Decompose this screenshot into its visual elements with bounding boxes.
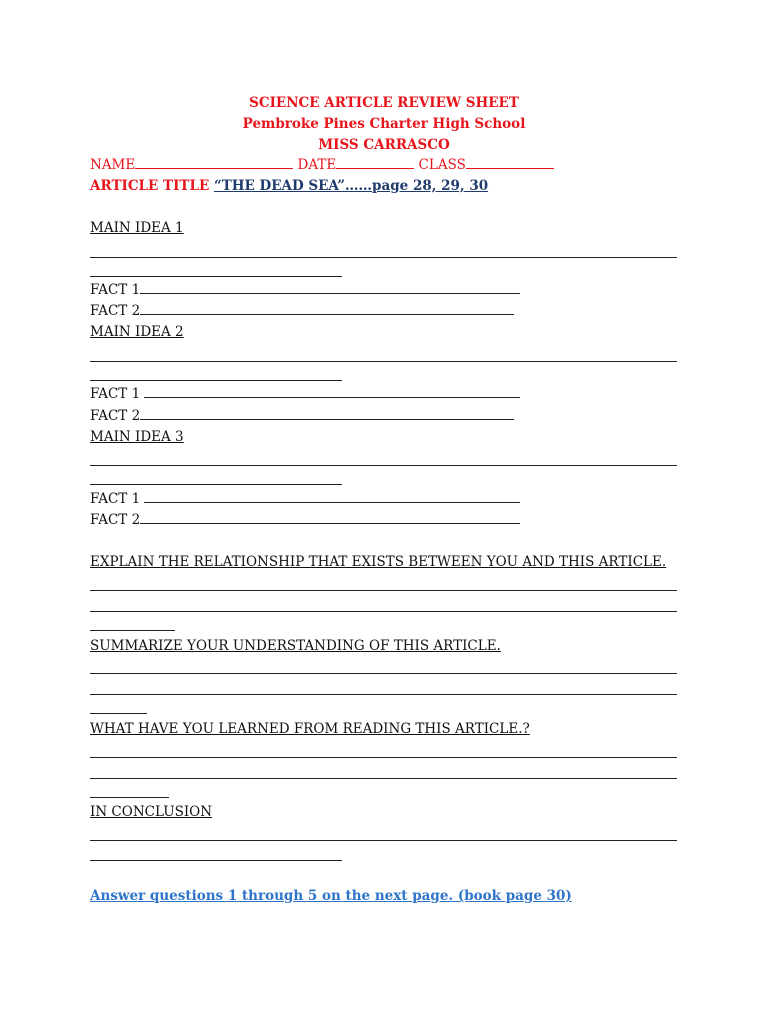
teacher-name: MISS CARRASCO xyxy=(318,137,450,153)
explain-answer-line[interactable] xyxy=(90,611,677,612)
fact-2-row xyxy=(90,510,520,530)
article-title-label: ARTICLE TITLE xyxy=(90,178,214,194)
main-idea-1-label: MAIN IDEA 1 xyxy=(90,220,184,236)
explain-answer-line[interactable] xyxy=(90,590,677,591)
main-idea-2-label: MAIN IDEA 2 xyxy=(90,324,184,340)
fact-2-row xyxy=(90,301,514,321)
class-field[interactable] xyxy=(466,157,554,169)
date-field[interactable] xyxy=(336,157,414,169)
fact-2-field[interactable] xyxy=(140,303,514,315)
school-name: Pembroke Pines Charter High School xyxy=(242,116,526,132)
worksheet-title: SCIENCE ARTICLE REVIEW SHEET xyxy=(249,95,519,111)
summarize-prompt: SUMMARIZE YOUR UNDERSTANDING OF THIS ARTICLE. xyxy=(90,638,501,654)
date-label: DATE xyxy=(297,157,337,173)
learned-prompt: WHAT HAVE YOU LEARNED FROM READING THIS ARTICLE.? xyxy=(90,721,530,737)
learned-answer-line[interactable] xyxy=(90,797,169,798)
learned-answer-line[interactable] xyxy=(90,757,677,758)
conclusion-answer-line[interactable] xyxy=(90,860,342,861)
fact-1-row xyxy=(90,280,520,300)
fact-1-field[interactable] xyxy=(144,386,520,398)
student-info-row xyxy=(90,155,554,175)
conclusion-prompt: IN CONCLUSION xyxy=(90,804,213,820)
fact-1-row xyxy=(90,384,520,404)
main-idea-3-answer-line[interactable] xyxy=(90,484,342,485)
main-idea-2-answer-line[interactable] xyxy=(90,361,677,362)
fact-1-row xyxy=(90,489,520,509)
class-label: CLASS xyxy=(418,157,466,173)
main-idea-2-answer-line[interactable] xyxy=(90,380,342,381)
summarize-answer-line[interactable] xyxy=(90,713,147,714)
main-idea-1-answer-line[interactable] xyxy=(90,257,677,258)
fact-2-row xyxy=(90,406,514,426)
fact-1-label: FACT 1 xyxy=(90,386,145,402)
learned-answer-line[interactable] xyxy=(90,778,677,779)
fact-1-label: FACT 1 xyxy=(90,491,145,507)
article-title-row xyxy=(90,176,488,196)
next-page-instructions-link[interactable]: Answer questions 1 through 5 on the next page. (book page 30) xyxy=(90,888,572,904)
fact-1-label: FACT 1 xyxy=(90,282,141,298)
summarize-answer-line[interactable] xyxy=(90,694,677,695)
name-label: NAME xyxy=(90,157,136,173)
summarize-answer-line[interactable] xyxy=(90,673,677,674)
explain-prompt: EXPLAIN THE RELATIONSHIP THAT EXISTS BETWEEN YOU AND THIS ARTICLE. xyxy=(90,554,667,570)
fact-1-field[interactable] xyxy=(144,491,520,503)
fact-2-label: FACT 2 xyxy=(90,408,141,424)
fact-2-label: FACT 2 xyxy=(90,303,141,319)
fact-2-field[interactable] xyxy=(140,512,520,524)
fact-2-field[interactable] xyxy=(140,408,514,420)
conclusion-answer-line[interactable] xyxy=(90,840,677,841)
article-title-value: “THE DEAD SEA”……page 28, 29, 30 xyxy=(213,178,489,194)
name-field[interactable] xyxy=(135,157,293,169)
main-idea-3-answer-line[interactable] xyxy=(90,465,677,466)
fact-1-field[interactable] xyxy=(140,282,520,294)
explain-answer-line[interactable] xyxy=(90,630,175,631)
fact-2-label: FACT 2 xyxy=(90,512,141,528)
main-idea-1-answer-line[interactable] xyxy=(90,276,342,277)
main-idea-3-label: MAIN IDEA 3 xyxy=(90,429,184,445)
